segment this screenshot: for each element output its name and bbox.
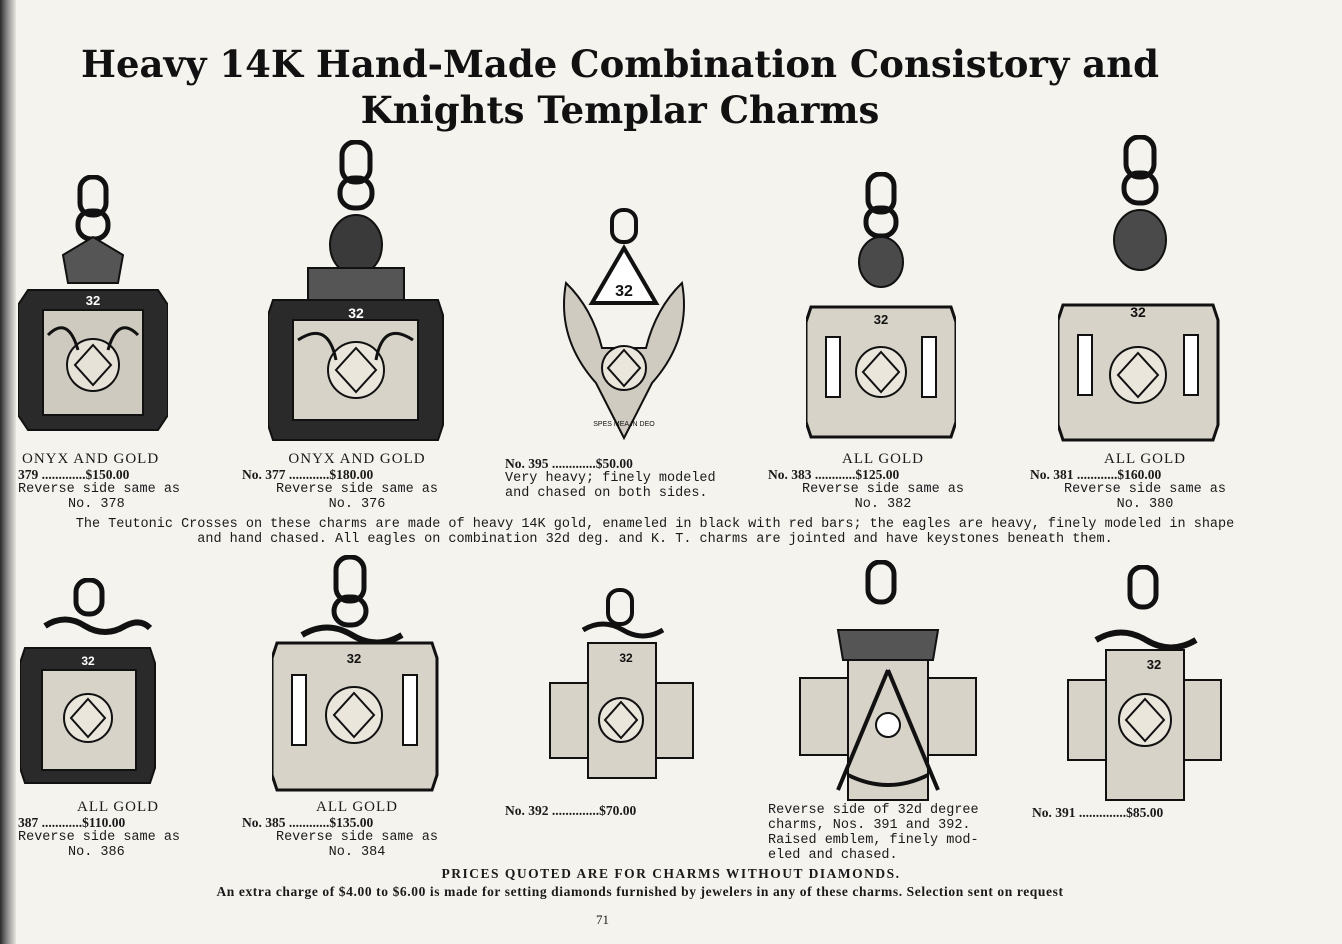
caption-395-line-2: and chased on both sides. [505, 486, 708, 501]
charm-377-degree: 32 [348, 305, 364, 321]
caption-reverse-line-2: charms, Nos. 391 and 392. [768, 818, 971, 833]
caption-377-heading: ONYX AND GOLD [288, 451, 426, 467]
charm-395-motto: SPES MEA IN DEO [593, 421, 655, 428]
charm-379-degree: 32 [85, 293, 101, 308]
caption-385-line-1: Reverse side same as [275, 830, 439, 845]
caption-383-heading: ALL GOLD [841, 451, 924, 467]
caption-387 [18, 800, 218, 860]
caption-379-line-1: Reverse side same as [18, 482, 181, 497]
charm-381-degree: 32 [1130, 304, 1146, 320]
page-title-line-1: Heavy 14K Hand-Made Combination Consistory and [81, 42, 1159, 86]
charm-387-degree: 32 [81, 654, 95, 668]
charm-387-illustration [20, 578, 160, 798]
caption-379-line-2: No. 378 [68, 497, 125, 512]
caption-381-price: No. 381 ............$160.00 [1030, 467, 1162, 482]
charm-395-degree: 32 [615, 283, 633, 300]
caption-383 [768, 452, 998, 512]
charm-379-illustration [18, 175, 168, 455]
note-line-2: and hand chased. All eagles on combination 32d deg. and K. T. charms are jointed and have keystones beneath them. [197, 532, 1113, 547]
caption-385-line-2: No. 384 [328, 845, 386, 860]
caption-395-price: No. 395 .............$50.00 [505, 456, 633, 471]
caption-reverse [768, 803, 1008, 863]
charm-391-degree: 32 [1146, 657, 1162, 672]
charm-392-degree: 32 [619, 651, 633, 665]
caption-387-line-2: No. 386 [68, 845, 125, 860]
caption-381-line-1: Reverse side same as [1063, 482, 1227, 497]
charm-391-illustration [1066, 565, 1226, 810]
caption-reverse-line-3: Raised emblem, finely mod- [768, 833, 979, 848]
caption-383-price: No. 383 ............$125.00 [768, 467, 900, 482]
charm-377-illustration [268, 140, 448, 460]
caption-392-price: No. 392 ..............$70.00 [505, 803, 637, 818]
caption-377-line-1: Reverse side same as [275, 482, 439, 497]
caption-395-line-1: Very heavy; finely modeled [505, 471, 716, 486]
charm-385-illustration [272, 555, 442, 805]
charm-381-illustration [1058, 135, 1223, 455]
caption-379-price: 379 .............$150.00 [18, 467, 130, 482]
caption-377-line-2: No. 376 [328, 497, 386, 512]
charm-392-illustration [548, 588, 698, 788]
caption-383-line-2: No. 382 [854, 497, 912, 512]
caption-385-heading: ALL GOLD [315, 799, 398, 815]
caption-381-heading: ALL GOLD [1103, 451, 1186, 467]
charm-383-degree: 32 [873, 312, 889, 327]
caption-377-price: No. 377 ............$180.00 [242, 467, 374, 482]
caption-379 [18, 452, 218, 512]
caption-381 [1030, 452, 1260, 512]
footer-diamond-notice: An extra charge of $4.00 to $6.00 is made for setting diamonds furnished by jewelers in any of these charms. Selection sent on request [216, 884, 1064, 899]
caption-395 [505, 456, 745, 501]
caption-385 [242, 800, 472, 860]
footer-prices-notice: PRICES QUOTED ARE FOR CHARMS WITHOUT DIAMONDS. [441, 866, 901, 881]
caption-reverse-line-1: Reverse side of 32d degree [768, 803, 979, 818]
caption-387-line-1: Reverse side same as [18, 830, 181, 845]
caption-387-heading: ALL GOLD [76, 799, 159, 815]
charm-385-degree: 32 [346, 651, 362, 666]
caption-392 [505, 803, 745, 818]
caption-385-price: No. 385 ............$135.00 [242, 815, 374, 830]
caption-381-line-2: No. 380 [1116, 497, 1174, 512]
book-gutter-shadow [0, 0, 16, 944]
caption-383-line-1: Reverse side same as [801, 482, 965, 497]
caption-391-price: No. 391 ..............$85.00 [1032, 805, 1164, 820]
caption-391 [1032, 805, 1272, 820]
caption-379-heading: ONYX AND GOLD [22, 451, 160, 467]
charm-383-illustration [806, 172, 956, 452]
caption-377 [242, 452, 472, 512]
page-title-line-2: Knights Templar Charms [360, 88, 880, 132]
charm-395-illustration [556, 208, 696, 458]
page-number: 71 [596, 912, 609, 927]
caption-387-price: 387 ............$110.00 [18, 815, 126, 830]
charm-reverse-illustration [798, 560, 978, 805]
caption-reverse-line-4: eled and chased. [768, 848, 898, 863]
note-line-1: The Teutonic Crosses on these charms are made of heavy 14K gold, enameled in black with red bars; the eagles are heavy, finely modeled in shape [75, 517, 1235, 532]
